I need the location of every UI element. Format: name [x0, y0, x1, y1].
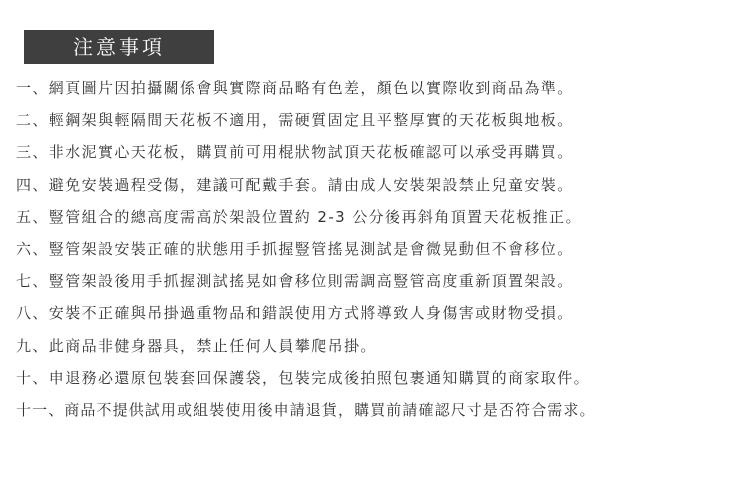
- notice-item-4: 四、避免安裝過程受傷，建議可配戴手套。請由成人安裝架設禁止兒童安裝。: [16, 175, 574, 194]
- notice-item-9: 九、此商品非健身器具，禁止任何人員攀爬吊掛。: [16, 336, 377, 355]
- notice-item-6: 六、豎管架設安裝正確的狀態用手抓握豎管搖晃測試是會微晃動但不會移位。: [16, 239, 574, 258]
- notice-item-8: 八、安裝不正確與吊掛過重物品和錯誤使用方式將導致人身傷害或財物受損。: [16, 304, 574, 323]
- notice-item-1: 一、網頁圖片因拍攝關係會與實際商品略有色差，顏色以實際收到商品為準。: [16, 79, 574, 97]
- notice-item-11: 十一、商品不提供試用或組裝使用後申請退貨，購買前請確認尺寸是否符合需求。: [16, 400, 596, 419]
- notice-item-2: 二、輕鋼架與輕隔間天花板不適用，需硬質固定且平整厚實的天花板與地板。: [16, 111, 574, 130]
- notice-item-7: 七、豎管架設後用手抓握測試搖晃如會移位則需調高豎管高度重新頂置架設。: [16, 272, 574, 291]
- notice-item-5: 五、豎管組合的總高度需高於架設位置約 2-3 公分後再斜角頂置天花板推正。: [16, 207, 582, 226]
- notice-list: [16, 72, 744, 426]
- notice-item-3: 三、非水泥實心天花板，購買前可用棍狀物試頂天花板確認可以承受再購買。: [16, 143, 574, 162]
- notice-title: 注意事項: [24, 30, 214, 64]
- notice-item-10: 十、申退務必還原包裝套回保護袋，包裝完成後拍照包裹通知購買的商家取件。: [16, 368, 591, 387]
